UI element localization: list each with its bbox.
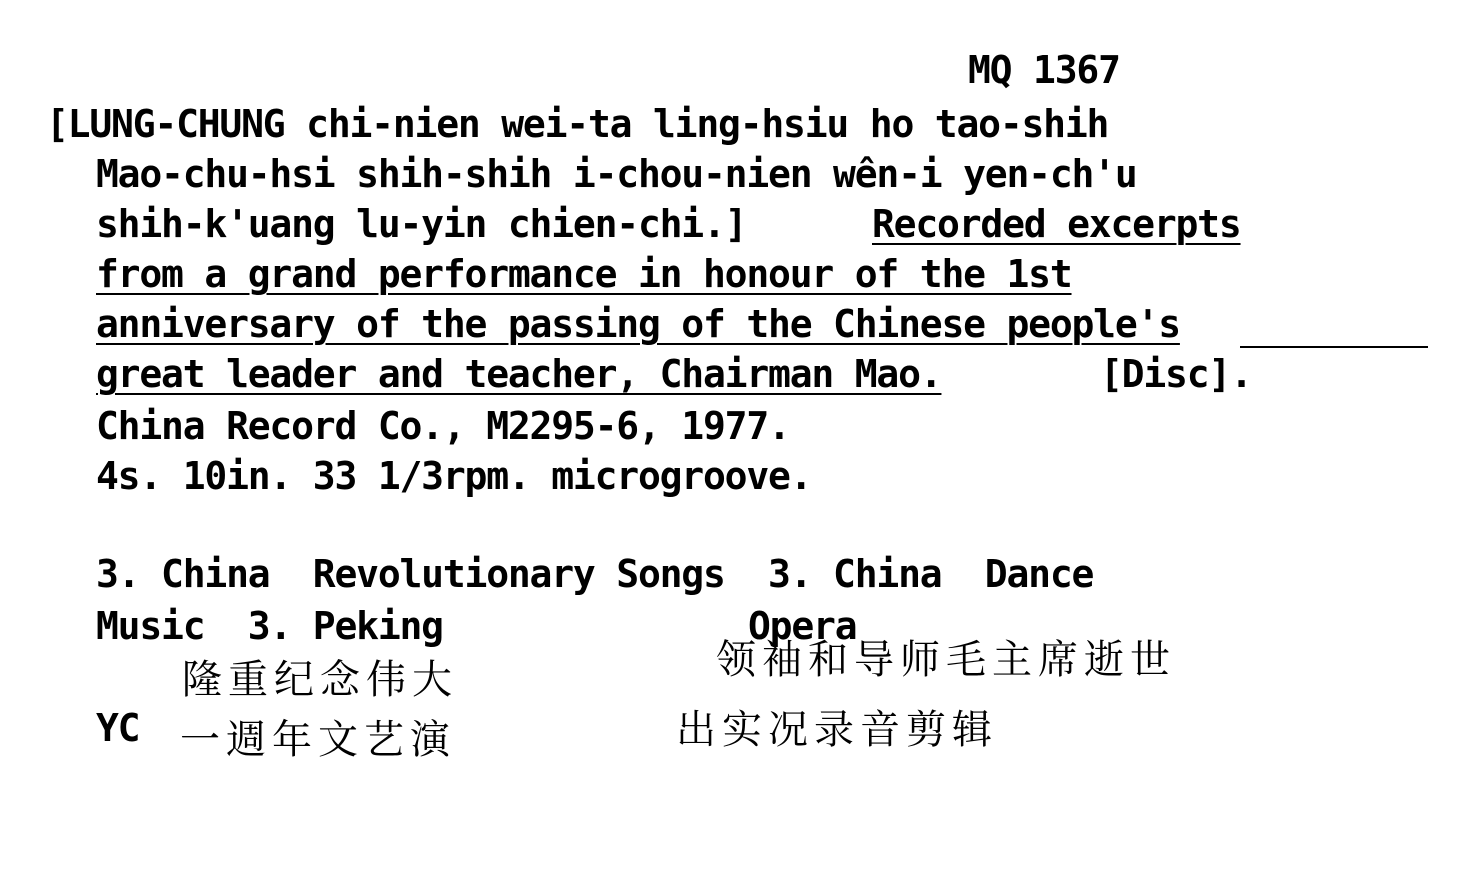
cataloguer-initials: YC	[96, 706, 140, 750]
subject-headings-line-2-right: Opera	[748, 604, 857, 648]
title-line-1: [LUNG-CHUNG chi-nien wei-ta ling-hsiu ho tao-shih	[46, 102, 1109, 146]
underline-extension	[1240, 346, 1428, 348]
physical-description: 4s. 10in. 33 1/3rpm. microgroove.	[96, 454, 812, 498]
call-number: MQ 1367	[968, 48, 1120, 92]
translated-title-line-4: great leader and teacher, Chairman Mao.	[96, 352, 942, 396]
subject-headings-line-1: 3. China Revolutionary Songs 3. China Dance	[96, 552, 1094, 596]
title-line-2: Mao-chu-hsi shih-shih i-chou-nien wên-i yen-ch'u	[96, 152, 1137, 196]
chinese-title-line-2-right: 出实况录音剪辑	[676, 707, 998, 753]
chinese-title-line-1-left: 隆重纪念伟大	[182, 657, 458, 703]
imprint: China Record Co., M2295-6, 1977.	[96, 404, 790, 448]
translated-title-line-1: Recorded excerpts	[872, 202, 1241, 246]
chinese-title-line-2-left: 一週年文艺演	[180, 717, 456, 763]
title-line-3: shih-k'uang lu-yin chien-chi.]	[96, 202, 747, 246]
translated-title-line-3: anniversary of the passing of the Chinese people's	[96, 302, 1180, 346]
general-material-designation: [Disc].	[1100, 352, 1252, 396]
chinese-title-line-1-right: 领袖和导师毛主席逝世	[716, 637, 1176, 683]
subject-headings-line-2-left: Music 3. Peking	[96, 604, 443, 648]
translated-title-line-2: from a grand performance in honour of the 1st	[96, 252, 1072, 296]
